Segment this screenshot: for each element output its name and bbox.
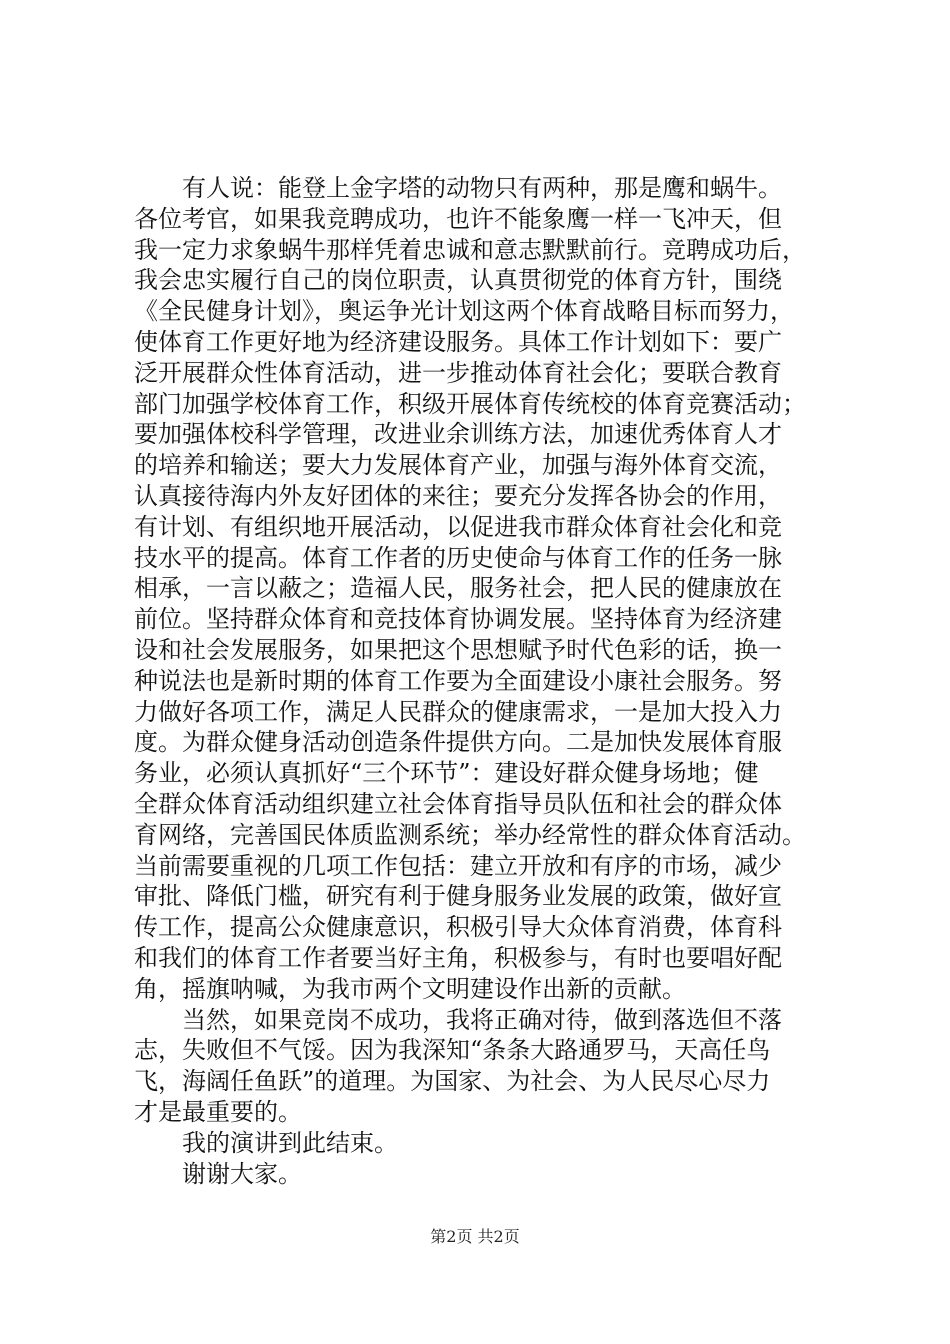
text-line: 有计划、有组织地开展活动，以促进我市群众体育社会化和竞 <box>134 512 782 541</box>
text-line: 有人说：能登上金字塔的动物只有两种，那是鹰和蜗牛。 <box>134 174 782 202</box>
text-line: 当然，如果竞岗不成功，我将正确对待，做到落选但不落 <box>134 1005 782 1034</box>
text-line: 我会忠实履行自己的岗位职责，认真贯彻党的体育方针，围绕 <box>134 266 782 295</box>
text-line: 传工作，提高公众健康意识，积极引导大众体育消费，体育科 <box>134 913 782 942</box>
text-line: 飞，海阔任鱼跃”的道理。为国家、为社会、为人民尽心尽力 <box>134 1067 771 1096</box>
text-line: 使体育工作更好地为经济建设服务。具体工作计划如下：要广 <box>134 327 782 356</box>
text-line: 志，失败但不气馁。因为我深知“条条大路通罗马，天高任鸟 <box>134 1036 771 1065</box>
text-line: 和我们的体育工作者要当好主角，积极参与，有时也要唱好配 <box>134 943 782 972</box>
text-line: 角，摇旗呐喊，为我市两个文明建设作出新的贡献。 <box>134 974 686 1003</box>
text-line: 各位考官，如果我竞聘成功，也许不能象鹰一样一飞冲天，但 <box>134 204 782 233</box>
text-line: 务业，必须认真抓好“三个环节”：建设好群众健身场地；健 <box>134 759 759 788</box>
text-line: 我的演讲到此结束。 <box>134 1128 398 1157</box>
text-line: 泛开展群众性体育活动，进一步推动体育社会化；要联合教育 <box>134 358 782 387</box>
text-line: 我一定力求象蜗牛那样凭着忠诚和意志默默前行。竞聘成功后， <box>134 235 806 264</box>
text-line: 部门加强学校体育工作，积级开展体育传统校的体育竞赛活动； <box>134 389 806 418</box>
text-line: 力做好各项工作，满足人民群众的健康需求，一是加大投入力 <box>134 697 782 726</box>
text-line: 全群众体育活动组织建立社会体育指导员队伍和社会的群众体 <box>134 789 782 818</box>
text-line: 当前需要重视的几项工作包括：建立开放和有序的市场，减少 <box>134 851 782 880</box>
text-line: 育网络，完善国民体质监测系统；举办经常性的群众体育活动。 <box>134 820 806 849</box>
text-line: 《全民健身计划》，奥运争光计划这两个体育战略目标而努力， <box>134 297 794 326</box>
text-line: 技水平的提高。体育工作者的历史使命与体育工作的任务一脉 <box>134 543 782 572</box>
text-line: 的培养和输送；要大力发展体育产业，加强与海外体育交流， <box>134 451 782 480</box>
text-line: 要加强体校科学管理，改进业余训练方法，加速优秀体育人才 <box>134 420 782 449</box>
document-body <box>134 173 846 1189</box>
text-line: 才是最重要的。 <box>134 1097 302 1126</box>
text-line: 度。为群众健身活动创造条件提供方向。二是加快发展体育服 <box>134 728 782 757</box>
text-line: 前位。坚持群众体育和竞技体育协调发展。坚持体育为经济建 <box>134 605 782 634</box>
text-line: 种说法也是新时期的体育工作要为全面建设小康社会服务。努 <box>134 666 782 695</box>
page-number-footer: 第2页 共2页 <box>430 1227 520 1246</box>
text-line: 审批、降低门槛，研究有利于健身服务业发展的政策，做好宣 <box>134 882 782 911</box>
text-line: 设和社会发展服务，如果把这个思想赋予时代色彩的话，换一 <box>134 635 782 664</box>
text-line: 相承，一言以蔽之；造福人民，服务社会，把人民的健康放在 <box>134 574 782 603</box>
text-line: 谢谢大家。 <box>134 1159 302 1188</box>
text-line: 认真接待海内外友好团体的来往；要充分发挥各协会的作用， <box>134 481 782 510</box>
